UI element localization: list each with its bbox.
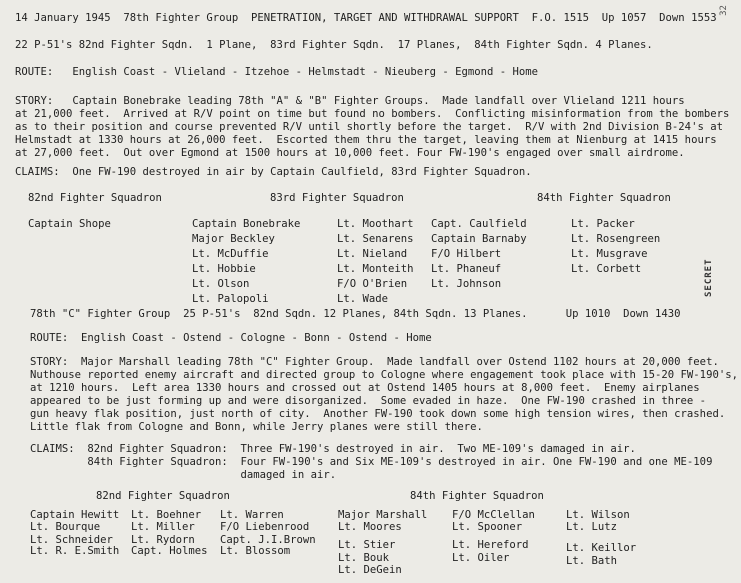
pilot: Captain Hewitt <box>30 509 120 521</box>
story-1-line: at 21,000 feet. Arrived at R/V point on time but found no bombers. Conflicting misinformation from the bombers <box>15 108 730 120</box>
squadron-header-84-mission-2: 84th Fighter Squadron <box>410 490 544 502</box>
pilot: Lt. Bourque <box>30 521 101 533</box>
route-1: ROUTE: English Coast - Vlieland - Itzehoe - Helmstadt - Nieuberg - Egmond - Home <box>15 66 538 78</box>
claims-2-line: 84th Fighter Squadron: Four FW-190's and Six ME-109's destroyed in air. One FW-190 and one ME-109 <box>30 456 713 468</box>
secret-stamp-right: SECRET <box>704 258 714 297</box>
squadron-header-84: 84th Fighter Squadron <box>537 192 671 204</box>
pilot: Lt. Rydorn <box>131 534 195 546</box>
pilot: Capt. J.I.Brown <box>220 534 316 546</box>
pilot: Lt. Phaneuf <box>431 263 502 275</box>
pilot: Lt. Olson <box>192 278 250 290</box>
pilot: Lt. Oiler <box>452 552 510 564</box>
pilot: Captain Bonebrake <box>192 218 301 230</box>
claims-2-line: CLAIMS: 82nd Fighter Squadron: Three FW-190's destroyed in air. Two ME-109's damaged in air. <box>30 443 636 455</box>
pilot: Lt. Keillor <box>566 542 637 554</box>
pilot: Lt. Rosengreen <box>571 233 661 245</box>
pilot: Lt. Bouk <box>338 552 390 564</box>
pilot: Capt. Caulfield <box>431 218 527 230</box>
mission-2-header: 78th "C" Fighter Group 25 P-51's 82nd Sqdn. 12 Planes, 84th Sqdn. 13 Planes. Up 1010 Down 1430 <box>30 308 681 320</box>
pilot: Lt. Stier <box>338 539 396 551</box>
story-2-line: gun heavy flak position, just north of city. Another FW-190 took down some high tension wires, then crashed. <box>30 408 726 420</box>
pilot: Lt. Johnson <box>431 278 502 290</box>
pilot: Lt. Wade <box>337 293 389 305</box>
pilot: Lt. Blossom <box>220 545 291 557</box>
pilot: Major Beckley <box>192 233 275 245</box>
pilot: Lt. Monteith <box>337 263 414 275</box>
corner-mark: 32 <box>718 5 729 16</box>
pilot: Lt. Wilson <box>566 509 630 521</box>
pilot: F/O O'Brien <box>337 278 408 290</box>
claims-2-line: damaged in air. <box>30 469 337 481</box>
pilot: Captain Barnaby <box>431 233 527 245</box>
story-1-line: STORY: Captain Bonebrake leading 78th "A" & "B" Fighter Groups. Made landfall over Vlieland 1211 hours <box>15 95 685 107</box>
claims-1: CLAIMS: One FW-190 destroyed in air by Captain Caulfield, 83rd Fighter Squadron. <box>15 166 532 178</box>
pilot: Lt. Bath <box>566 555 618 567</box>
squadron-header-82: 82nd Fighter Squadron <box>28 192 162 204</box>
pilot: F/O Hilbert <box>431 248 502 260</box>
header-line-1: 14 January 1945 78th Fighter Group PENETRATION, TARGET AND WITHDRAWAL SUPPORT F.O. 1515 Up 1057 Down 1553 <box>15 12 717 24</box>
route-2: ROUTE: English Coast - Ostend - Cologne - Bonn - Ostend - Home <box>30 332 432 344</box>
story-2-line: appeared to be just forming up and were disorganized. Some evaded in haze. One FW-190 crashed in three - <box>30 395 707 407</box>
pilot: Capt. Holmes <box>131 545 208 557</box>
pilot: Lt. Moores <box>338 521 402 533</box>
pilot: Captain Shope <box>28 218 111 230</box>
story-1-line: as to their position and course prevented R/V until shortly before the target. R/V with 2nd Division B-24's at <box>15 121 723 133</box>
pilot: Lt. DeGein <box>338 564 402 576</box>
squadron-header-83: 83rd Fighter Squadron <box>270 192 404 204</box>
header-line-2: 22 P-51's 82nd Fighter Sqdn. 1 Plane, 83rd Fighter Sqdn. 17 Planes, 84th Fighter Sqdn. 4 Planes. <box>15 39 653 51</box>
pilot: Lt. R. E.Smith <box>30 545 120 557</box>
squadron-header-82-mission-2: 82nd Fighter Squadron <box>96 490 230 502</box>
pilot: Major Marshall <box>338 509 428 521</box>
pilot: Lt. Hobbie <box>192 263 256 275</box>
pilot: Lt. Nieland <box>337 248 408 260</box>
pilot: Lt. Palopoli <box>192 293 269 305</box>
pilot: Lt. Spooner <box>452 521 523 533</box>
story-2-line: at 1210 hours. Left area 1330 hours and crossed out at Ostend 1405 hours at 8,000 feet. Enemy airplanes <box>30 382 700 394</box>
pilot: Lt. Boehner <box>131 509 202 521</box>
pilot: Lt. McDuffie <box>192 248 269 260</box>
pilot: Lt. Miller <box>131 521 195 533</box>
story-1-line: Helmstadt at 1330 hours at 26,000 feet. Escorted them thru the target, leaving them at Nienburg at 1415 hours <box>15 134 717 146</box>
story-2-line: STORY: Major Marshall leading 78th "C" Fighter Group. Made landfall over Ostend 1102 hours at 20,000 feet. <box>30 356 719 368</box>
pilot: F/O Liebenrood <box>220 521 310 533</box>
pilot: Lt. Schneider <box>30 534 113 546</box>
pilot: F/O McClellan <box>452 509 535 521</box>
pilot: Lt. Warren <box>220 509 284 521</box>
pilot: Lt. Hereford <box>452 539 529 551</box>
story-2-line: Little flak from Cologne and Bonn, while Jerry planes were still there. <box>30 421 483 433</box>
story-2-line: Nuthouse reported enemy aircraft and directed group to Cologne where engagement took place with 15-20 FW-190's, <box>30 369 738 381</box>
pilot: Lt. Moothart <box>337 218 414 230</box>
pilot: Lt. Corbett <box>571 263 642 275</box>
story-1-line: at 27,000 feet. Out over Egmond at 1500 hours at 10,000 feet. Four FW-190's engaged over small airdrome. <box>15 147 685 159</box>
pilot: Lt. Musgrave <box>571 248 648 260</box>
pilot: Lt. Packer <box>571 218 635 230</box>
pilot: Lt. Senarens <box>337 233 414 245</box>
pilot: Lt. Lutz <box>566 521 618 533</box>
